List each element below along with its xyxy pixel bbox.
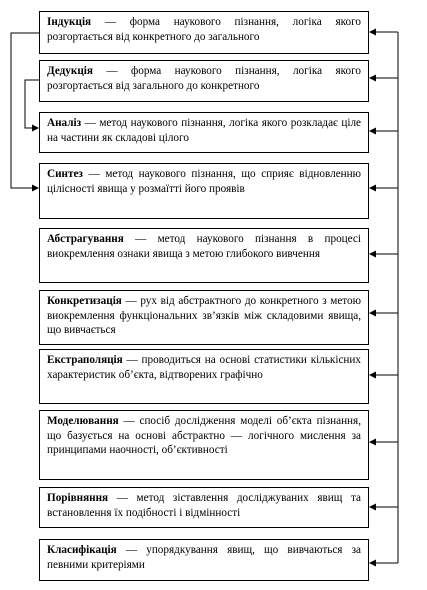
box-term: Моделювання xyxy=(47,415,119,427)
box-extrapolation xyxy=(39,349,369,404)
left-inner-connector xyxy=(25,80,39,128)
box-description: — метод наукового пізнання, логіка якого розкладає ціле на частини як складові цілого xyxy=(47,117,361,144)
box-term: Абстрагування xyxy=(47,233,124,245)
box-description: — метод наукового пізнання в процесі виокремлення ознаки явища з метою глибокого вивчення xyxy=(47,233,361,260)
box-description: — метод зіставлення досліджуваних явищ та встановлення їх подібності і відмінності xyxy=(47,492,361,519)
box-description: — спосіб дослідження моделі об’єкта пізнання, що базується на основі абстрактно — логічного мислення за принципами наочності, об’єктивності xyxy=(47,415,361,456)
box-description: — проводиться на основі статистики кількісних характеристик об’єкта, відтворених графічно xyxy=(47,354,361,381)
box-description: — упорядкування явищ, що вивчаються за певними критеріями xyxy=(47,544,361,571)
box-term: Класифікація xyxy=(47,544,117,556)
box-term: Аналіз xyxy=(47,117,82,129)
box-classification xyxy=(39,539,369,581)
box-concretization xyxy=(39,290,369,345)
box-abstraction xyxy=(39,228,369,283)
box-description: — форма наукового пізнання, логіка якого розгортається від конкретного до загального xyxy=(47,16,361,43)
box-comparison xyxy=(39,487,369,528)
box-term: Порівняння xyxy=(47,492,109,504)
box-modeling xyxy=(39,410,369,480)
box-description: — рух від абстрактного до конкретного з метою виокремлення функціональних зв’язків між складовими явища, що вивчається xyxy=(47,295,361,336)
box-analysis xyxy=(39,112,369,153)
box-term: Дедукція xyxy=(47,65,93,77)
box-term: Синтез xyxy=(47,168,83,180)
box-term: Екстраполяція xyxy=(47,354,123,366)
box-deduction xyxy=(39,60,369,102)
box-induction xyxy=(39,11,369,54)
box-term: Конкретизація xyxy=(47,295,122,307)
box-description: — форма наукового пізнання, логіка якого розгортається від загального до конкретного xyxy=(47,65,361,92)
box-synthesis xyxy=(39,163,369,219)
box-description: — метод наукового пізнання, що сприяє відновленню цілісності явища у розмаїтті його проявів xyxy=(47,168,361,195)
box-term: Індукція xyxy=(47,16,92,28)
